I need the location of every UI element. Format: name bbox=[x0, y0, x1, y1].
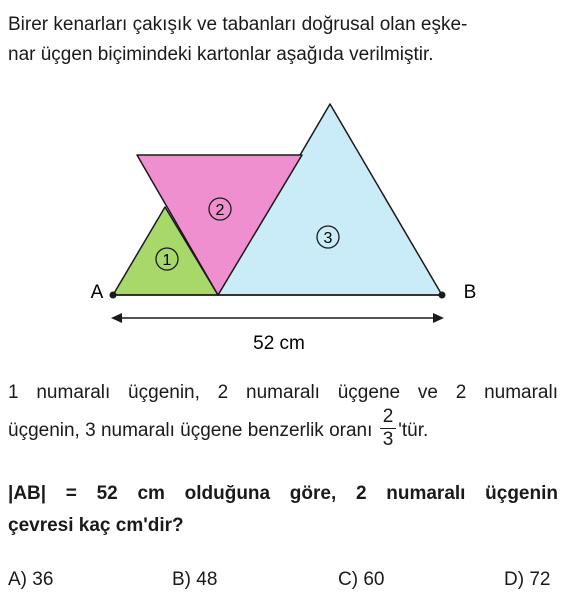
choice-c[interactable] bbox=[338, 565, 384, 595]
label-3-text: 3 bbox=[323, 230, 333, 247]
ratio-statement bbox=[8, 378, 558, 454]
question-line-1: |AB| = 52 cm olduğuna göre, 2 numaralı üçgenin bbox=[8, 483, 558, 504]
ratio-line-1: 1 numaralı üçgenin, 2 numaralı üçgene ve 2 numaralı bbox=[8, 382, 558, 403]
choice-a[interactable] bbox=[8, 565, 53, 595]
point-b-dot bbox=[439, 292, 446, 299]
choice-a-value: 36 bbox=[32, 569, 54, 590]
ratio-line-2-suffix: 'tür. bbox=[398, 420, 429, 441]
question-text bbox=[8, 478, 558, 542]
choice-b-value: 48 bbox=[196, 569, 218, 590]
choice-b[interactable] bbox=[172, 565, 217, 595]
answer-choices bbox=[8, 565, 560, 595]
ratio-numerator: 2 bbox=[380, 406, 397, 429]
choice-a-letter: A) bbox=[8, 569, 27, 590]
ratio-fraction bbox=[380, 406, 397, 451]
label-2-text: 2 bbox=[215, 202, 225, 219]
ratio-line-2-text: üçgenin, 3 numaralı üçgene benzerlik oranı bbox=[8, 420, 373, 441]
dimension-arrow bbox=[111, 313, 444, 323]
ratio-denominator: 3 bbox=[382, 429, 394, 451]
label-1-text: 1 bbox=[162, 252, 172, 269]
choice-c-letter: C) bbox=[338, 569, 359, 590]
intro-line-1: Birer kenarları çakışık ve tabanları doğrusal olan eşke- bbox=[8, 14, 468, 35]
choice-d-letter: D) bbox=[504, 569, 525, 590]
point-a-label: A bbox=[90, 282, 104, 303]
choice-b-letter: B) bbox=[172, 569, 191, 590]
length-label: 52 cm bbox=[253, 333, 305, 354]
question-line-2: çevresi kaç cm'dir? bbox=[8, 515, 184, 536]
choice-d[interactable] bbox=[504, 565, 550, 595]
point-a-dot bbox=[110, 292, 117, 299]
ratio-line-2 bbox=[8, 408, 558, 454]
point-b-label: B bbox=[463, 282, 477, 303]
choice-d-value: 72 bbox=[529, 569, 551, 590]
intro-line-2: nar üçgen biçimindeki kartonlar aşağıda verilmiştir. bbox=[8, 44, 434, 65]
choice-c-value: 60 bbox=[363, 569, 385, 590]
